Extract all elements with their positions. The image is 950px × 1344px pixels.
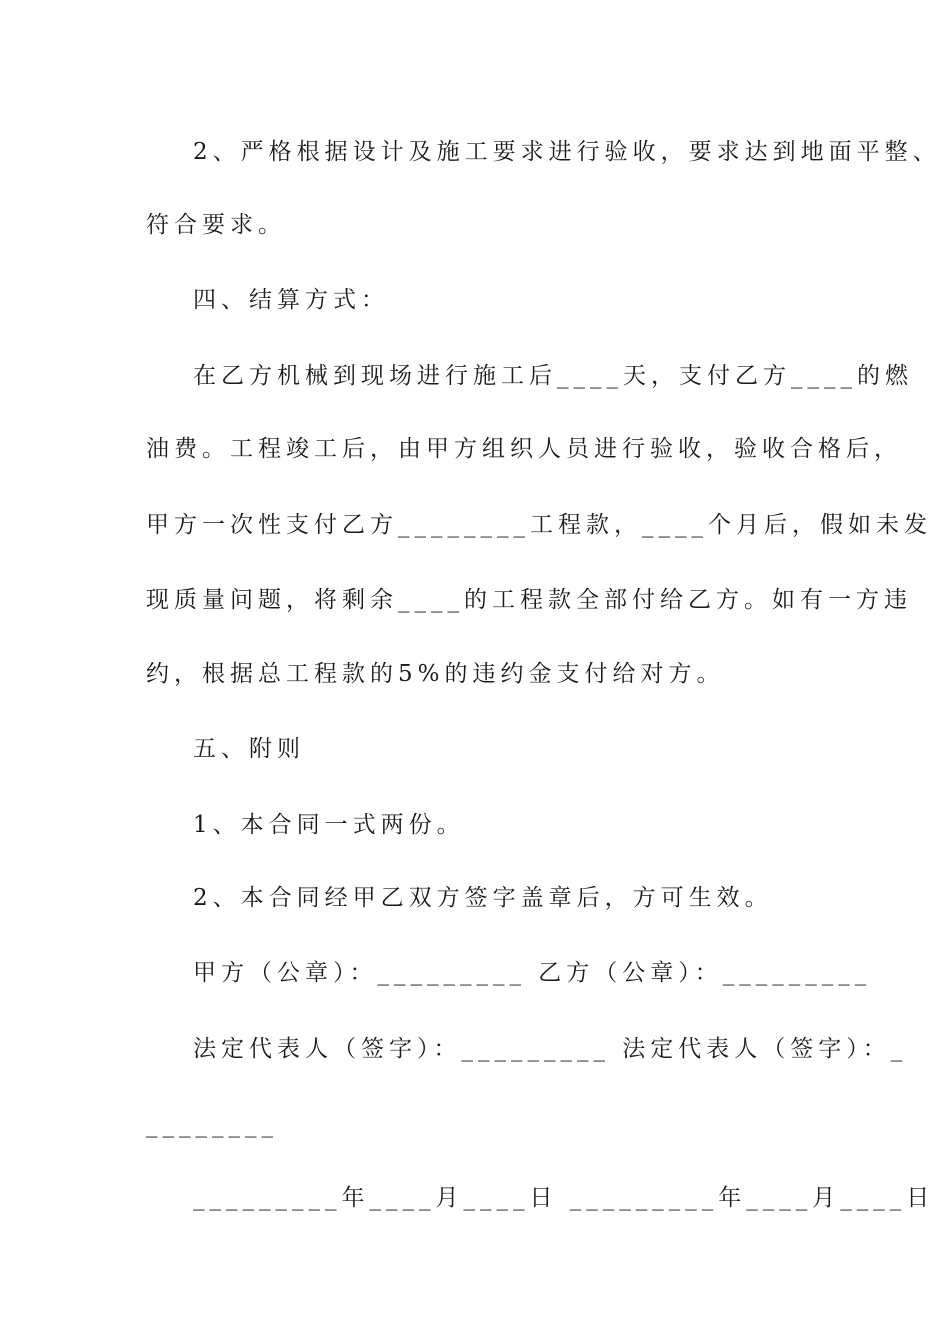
settlement-paragraph-line-4: 现质量问题，将剩余____的工程款全部付给乙方。如有一方违 [146,587,912,613]
signature-representative-line: 法定代表人（签字）：_________ 法定代表人（签字）：_ [193,1036,908,1062]
clause-3-item-2-line-2: 符合要求。 [146,212,286,238]
settlement-paragraph-line-2: 油费。工程竣工后，由甲方组织人员进行验收，验收合格后， [146,436,902,462]
signature-representative-continuation: ________ [146,1112,278,1138]
signature-seal-line: 甲方（公章）：_________ 乙方（公章）：_________ [193,960,872,986]
settlement-paragraph-line-3: 甲方一次性支付乙方________工程款，____个月后，假如未发 [146,512,932,538]
appendix-item-1: 1、本合同一式两份。 [193,812,465,838]
appendix-item-2: 2、本合同经甲乙双方签字盖章后，方可生效。 [193,885,773,911]
signature-date-line: _________年____月____日 _________年____月____日 [193,1185,935,1211]
settlement-paragraph-line-1: 在乙方机械到现场进行施工后____天，支付乙方____的燃 [193,363,913,389]
settlement-paragraph-line-5: 约，根据总工程款的5%的违约金支付给对方。 [146,661,725,687]
section-5-heading: 五、附则 [193,736,305,762]
clause-3-item-2-line-1: 2、严格根据设计及施工要求进行验收，要求达到地面平整、 [193,139,941,165]
section-4-heading: 四、结算方式： [193,287,389,313]
